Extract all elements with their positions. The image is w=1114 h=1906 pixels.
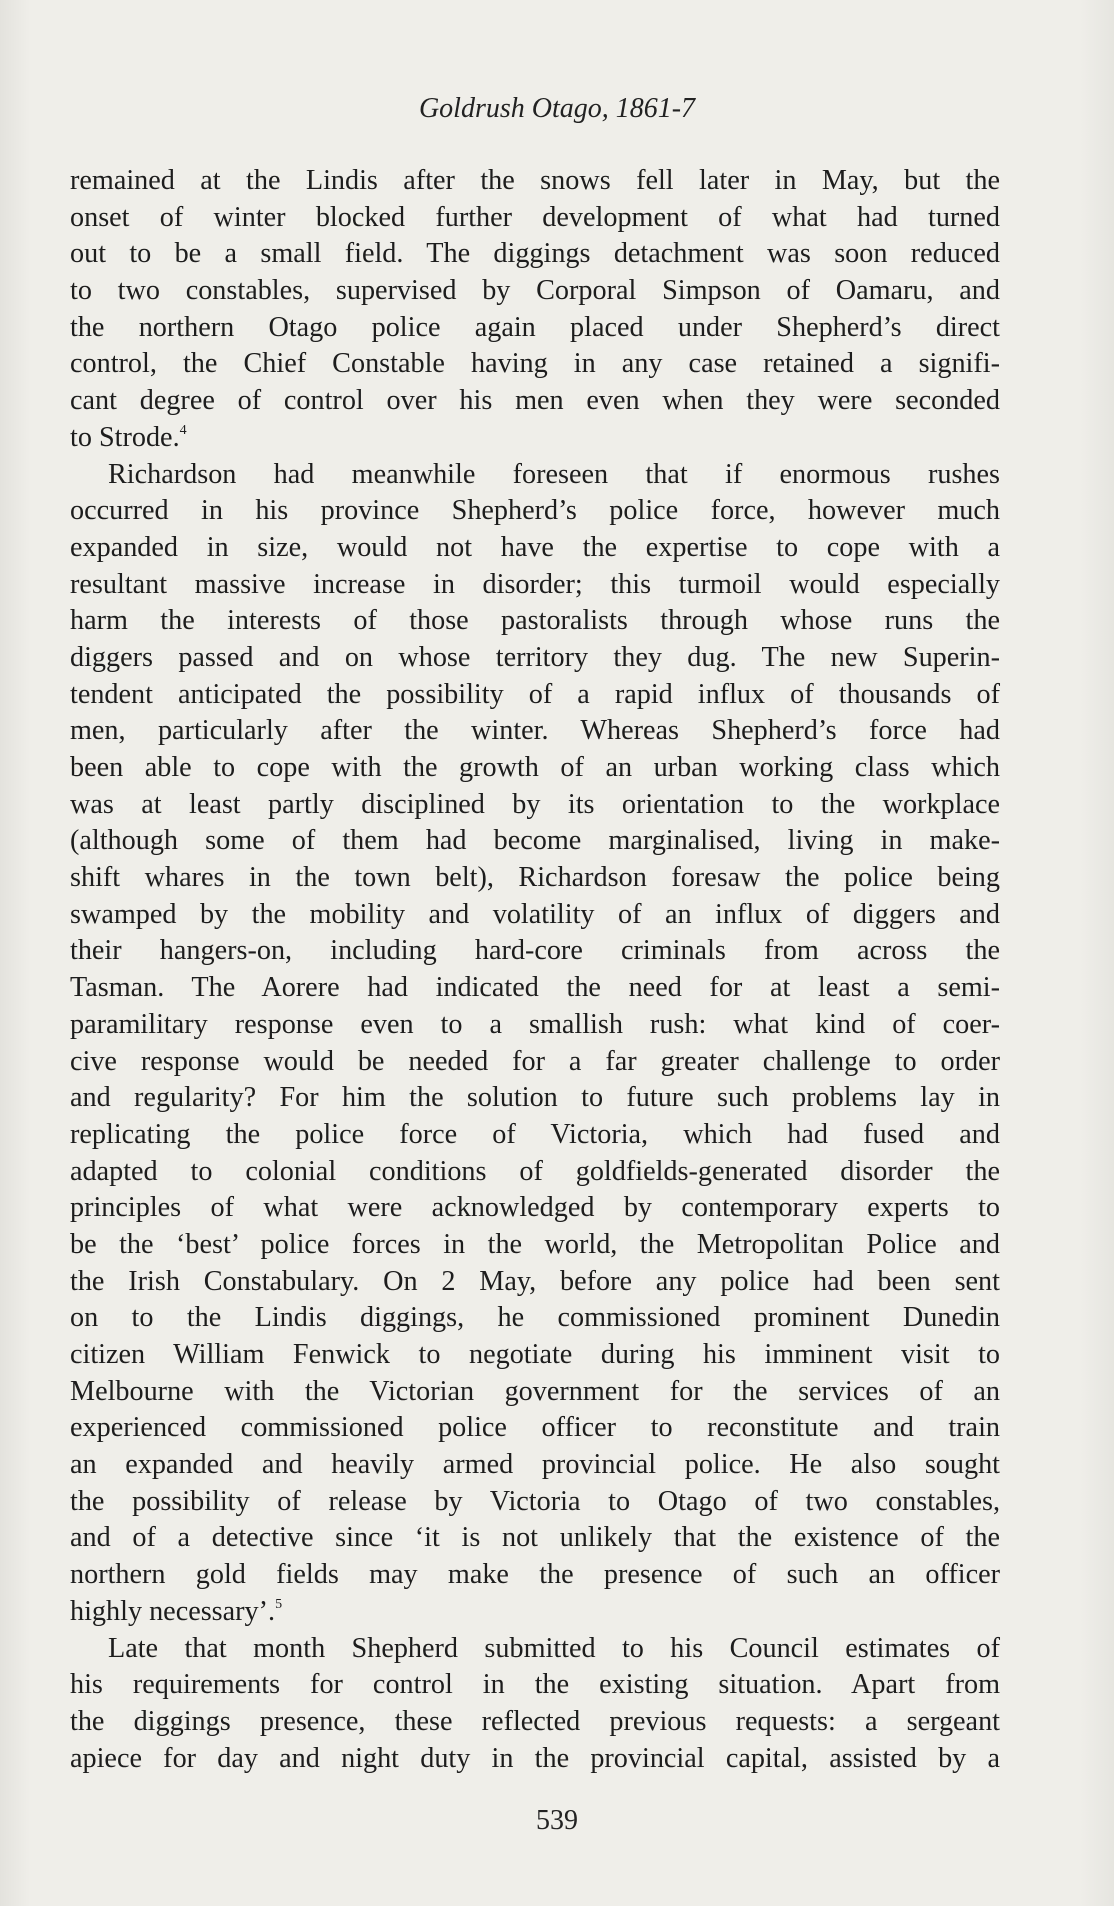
- text-line-content: the northern Otago police again placed under Shepherd’s direct: [70, 311, 1000, 343]
- text-line: [70, 1667, 1000, 1704]
- text-line: [70, 713, 1000, 750]
- text-line: [70, 677, 1000, 714]
- text-line: [70, 897, 1000, 934]
- text-line: [70, 1557, 1000, 1594]
- text-line: [70, 200, 1000, 237]
- text-line-content: adapted to colonial conditions of goldfields-generated disorder the: [70, 1155, 1000, 1187]
- text-line: [70, 493, 1000, 530]
- text-line-content: his requirements for control in the existing situation. Apart from: [70, 1669, 1000, 1701]
- text-line: [70, 1300, 1000, 1337]
- text-line-content: Melbourne with the Victorian government for the services of an: [70, 1375, 1000, 1407]
- text-line-content: experienced commissioned police officer to reconstitute and train: [70, 1412, 1000, 1444]
- text-line-content: northern gold fields may make the presence of such an officer: [70, 1559, 1000, 1591]
- text-line: [70, 383, 1000, 420]
- text-line: [70, 823, 1000, 860]
- page-number: 539: [536, 1805, 578, 1836]
- text-line-content: (although some of them had become marginalised, living in make-: [70, 825, 1000, 857]
- text-line: [70, 236, 1000, 273]
- body-text: [70, 163, 1000, 1777]
- footnote-marker: 5: [275, 1596, 283, 1612]
- text-line-content: the possibility of release by Victoria to Otago of two constables,: [70, 1485, 1000, 1517]
- text-line: [70, 1117, 1000, 1154]
- text-line: [70, 1044, 1000, 1081]
- text-line: [70, 273, 1000, 310]
- text-line: [70, 1704, 1000, 1741]
- text-line-content: occurred in his province Shepherd’s police force, however much: [70, 495, 1000, 527]
- text-line: [70, 1447, 1000, 1484]
- text-line-content: men, particularly after the winter. Whereas Shepherd’s force had: [70, 715, 1000, 747]
- text-line: [70, 163, 1000, 200]
- text-line: [70, 1337, 1000, 1374]
- text-line: [70, 1227, 1000, 1264]
- text-line-content: cant degree of control over his men even when they were seconded: [70, 385, 1000, 417]
- text-line-content: remained at the Lindis after the snows fell later in May, but the: [70, 165, 1000, 196]
- text-line-content: been able to cope with the growth of an urban working class which: [70, 752, 1000, 783]
- text-line-content: their hangers-on, including hard-core criminals from across the: [70, 935, 1000, 967]
- text-line: [70, 787, 1000, 824]
- text-line: [70, 750, 1000, 787]
- text-line-content: and of a detective since ‘it is not unlikely that the existence of the: [70, 1522, 1000, 1554]
- text-line: [70, 1264, 1000, 1301]
- text-line-content: the Irish Constabulary. On 2 May, before any police had been sent: [70, 1265, 1000, 1297]
- text-line: [70, 457, 1000, 494]
- text-line-content: and regularity? For him the solution to future such problems lay in: [70, 1082, 1000, 1114]
- text-line-content: Tasman. The Aorere had indicated the need for at least a semi-: [70, 972, 1000, 1004]
- text-line-content: Richardson had meanwhile foreseen that if enormous rushes: [108, 458, 1000, 490]
- text-line-content: expanded in size, would not have the expertise to cope with a: [70, 531, 1000, 563]
- text-line: [70, 640, 1000, 677]
- text-line-content: principles of what were acknowledged by contemporary experts to: [70, 1192, 1000, 1224]
- text-line-content: swamped by the mobility and volatility of an influx of diggers and: [70, 898, 1000, 930]
- text-line-content: onset of winter blocked further development of what had turned: [70, 201, 1000, 233]
- text-line: [70, 1631, 1000, 1668]
- text-line: [70, 933, 1000, 970]
- text-line: [70, 860, 1000, 897]
- text-line-content: out to be a small field. The diggings detachment was soon reduced: [70, 238, 1000, 270]
- text-line-content: to Strode.: [70, 421, 180, 453]
- text-line: [70, 1154, 1000, 1191]
- text-line-content: an expanded and heavily armed provincial police. He also sought: [70, 1449, 1000, 1481]
- text-line: [70, 1484, 1000, 1521]
- text-line: [70, 603, 1000, 640]
- text-line-content: paramilitary response even to a smallish rush: what kind of coer-: [70, 1008, 1000, 1040]
- text-line: [70, 530, 1000, 567]
- text-line-content: highly necessary’.: [70, 1595, 276, 1627]
- text-line: [70, 1080, 1000, 1117]
- text-line: [70, 567, 1000, 604]
- text-line: [70, 1520, 1000, 1557]
- footnote-marker: 4: [179, 422, 187, 438]
- text-line-content: control, the Chief Constable having in any case retained a signifi-: [70, 348, 1000, 380]
- text-line: [70, 420, 1000, 457]
- text-line-content: harm the interests of those pastoralists through whose runs the: [70, 605, 1000, 637]
- text-line-content: tendent anticipated the possibility of a rapid influx of thousands of: [70, 678, 1000, 710]
- text-line: [70, 1410, 1000, 1447]
- text-line: [70, 1374, 1000, 1411]
- text-line-content: the diggings presence, these reflected previous requests: a sergeant: [70, 1705, 1000, 1737]
- text-line: [70, 346, 1000, 383]
- text-line: [70, 310, 1000, 347]
- running-head: Goldrush Otago, 1861-7: [418, 93, 696, 124]
- text-line-content: diggers passed and on whose territory they dug. The new Superin-: [70, 641, 1000, 673]
- text-line-content: cive response would be needed for a far greater challenge to order: [70, 1045, 1000, 1077]
- text-line-content: resultant massive increase in disorder; this turmoil would especially: [70, 568, 1000, 600]
- text-line: [70, 970, 1000, 1007]
- text-line: [70, 1007, 1000, 1044]
- text-line-content: Late that month Shepherd submitted to his Council estimates of: [108, 1632, 1000, 1664]
- text-line-content: replicating the police force of Victoria, which had fused and: [70, 1118, 1000, 1150]
- text-line-content: was at least partly disciplined by its orientation to the workplace: [70, 788, 1000, 820]
- text-line-content: be the ‘best’ police forces in the world, the Metropolitan Police and: [70, 1228, 1000, 1260]
- text-line-content: shift whares in the town belt), Richardson foresaw the police being: [70, 862, 1000, 894]
- text-line: [70, 1190, 1000, 1227]
- text-line-content: apiece for day and night duty in the provincial capital, assisted by a: [70, 1742, 1000, 1774]
- text-line-content: to two constables, supervised by Corporal Simpson of Oamaru, and: [70, 275, 1000, 307]
- text-line-content: on to the Lindis diggings, he commissioned prominent Dunedin: [70, 1302, 1000, 1334]
- text-line: [70, 1741, 1000, 1778]
- text-line-content: citizen William Fenwick to negotiate during his imminent visit to: [70, 1339, 1000, 1370]
- text-line: [70, 1594, 1000, 1631]
